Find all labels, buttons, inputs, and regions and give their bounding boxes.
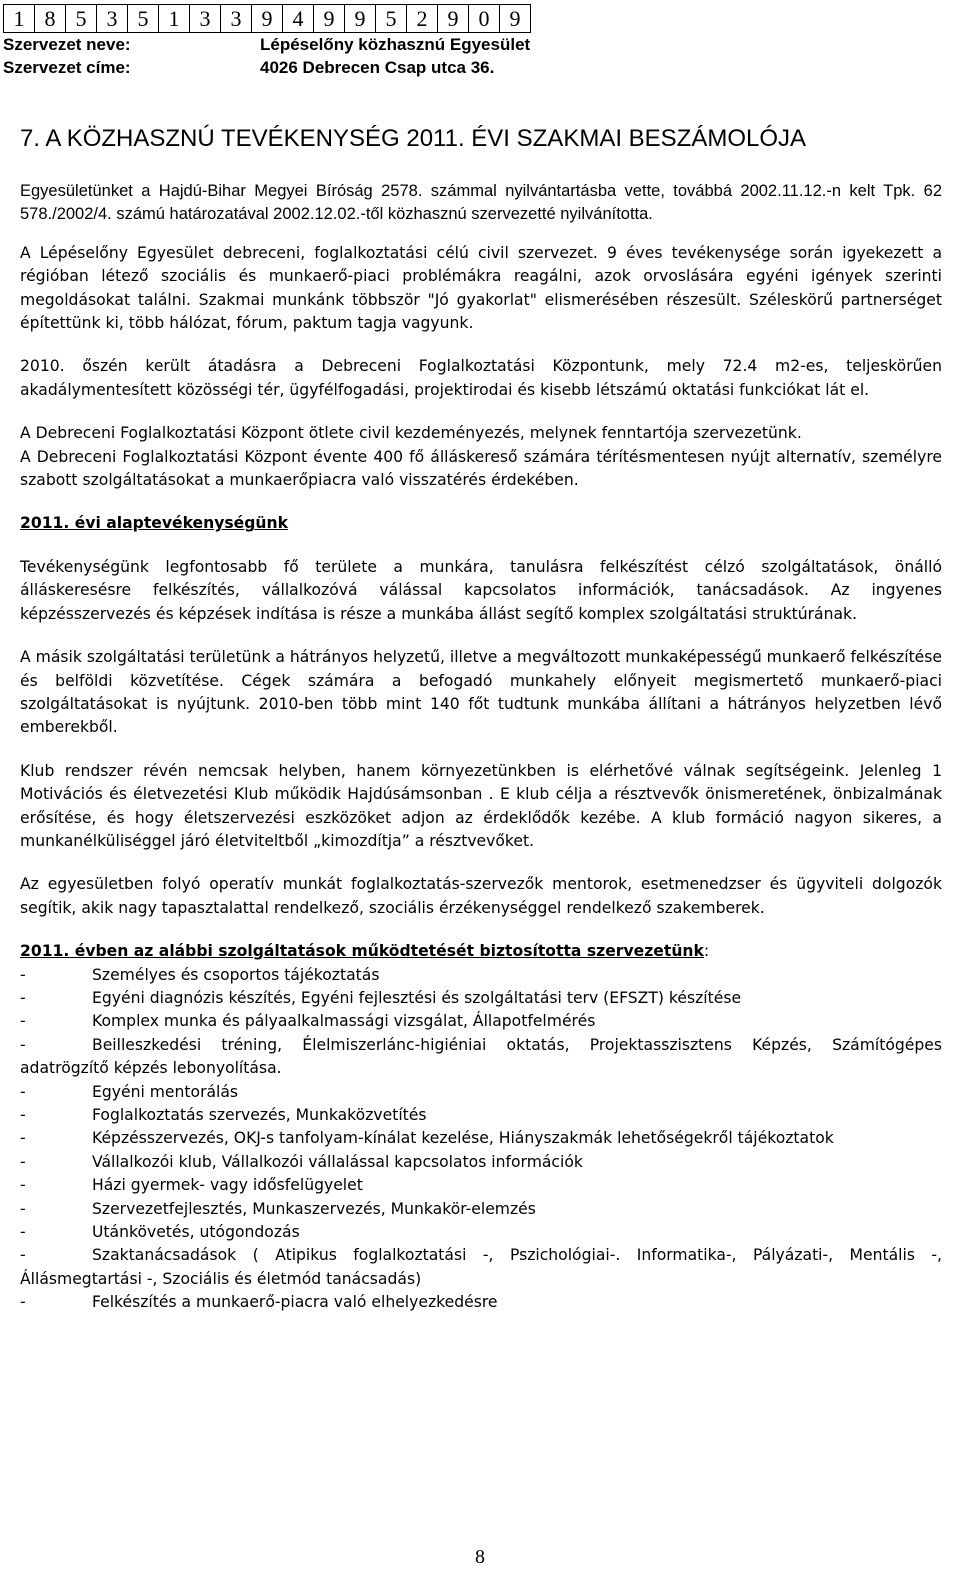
list-item-text: Komplex munka és pályaalkalmassági vizsgálat, Állapotfelmérés [92,1012,596,1031]
list-item-text: Foglalkoztatás szervezés, Munkaközvetítés [92,1106,427,1124]
list-item [20,1010,942,1033]
id-digit: 0 [469,5,500,33]
list-item-text: Felkészítés a munkaerő-piacra való elhelyezkedésre [92,1293,498,1312]
list-item-text: Egyéni mentorálás [92,1082,239,1101]
list-item-text: Egyéni diagnózis készítés, Egyéni fejlesztési és szolgáltatási terv (EFSZT) készítése [92,988,742,1007]
list-dash: - [20,1246,26,1265]
section-heading-services [20,940,942,963]
org-address-label: Szervezet címe: [3,58,131,77]
id-digit: 9 [345,5,376,33]
list-item-text: Utánkövetés, utógondozás [92,1223,300,1242]
list-item [20,1034,942,1081]
list-dash: - [20,1035,26,1054]
id-digit: 9 [500,5,531,33]
page-title: 7. A KÖZHASZNÚ TEVÉKENYSÉG 2011. ÉVI SZAKMAI BESZÁMOLÓJA [20,125,807,152]
id-digit: 1 [159,5,190,33]
list-dash: - [20,988,26,1007]
org-address-row [3,57,494,79]
page-number: 8 [475,1546,485,1568]
paragraph-center: 2010. őszén került átadásra a Debreceni Foglalkoztatási Központunk, mely 72.4 m2-es, teljeskörűen akadálymentesített közösségi tér, ügyfélfogadási, projektirodai és kisebb létszámú oktatási funkciókat lát el. [20,357,942,399]
id-digit: 2 [407,5,438,33]
list-item-text: Vállalkozói klub, Vállalkozói vállalással kapcsolatos információk [92,1152,583,1171]
id-digit: 9 [314,5,345,33]
list-item [20,1104,942,1127]
list-dash: - [20,1176,26,1195]
paragraph-center-idea: A Debreceni Foglalkoztatási Központ ötlete civil kezdeményezés, melynek fenntartója szervezetünk. [20,424,802,443]
list-item [20,1151,942,1174]
paragraph-about: A Lépéselőny Egyesület debreceni, foglalkoztatási célú civil szervezet. 9 éves tevékenysége során igyekezett a régióban létező szociális és munkaerő-piaci problémákra reagálni, azok orvoslására egyéni igények szerinti megoldásokat találni. Szakmai munkánk többször "Jó gyakorlat" elismerésében részesült. Széleskörű partnerséget építettünk ki, több hálózat, fórum, paktum tagja vagyunk. [20,243,942,333]
list-dash: - [20,1106,26,1124]
paragraph-staff: Az egyesületben folyó operatív munkát foglalkoztatás-szervezők mentorok, esetmenedzser és ügyviteli dolgozók segítik, akik nagy tapasztalattal rendelkező, szociális érzékenységgel rendelkező szakemberek. [20,875,942,917]
id-digit: 5 [128,5,159,33]
list-item-text: Szervezetfejlesztés, Munkaszervezés, Munkakör-elemzés [92,1199,536,1218]
list-dash: - [20,1082,26,1101]
list-item-text: Szaktanácsadások ( Atipikus foglalkoztatási -, Pszichológiai-. Informatika-, Pályázati-, Mentális -, Állásmegtartási -, Szociális és életmód tanácsadás) [20,1246,942,1288]
report-body [20,180,942,1315]
list-item [20,987,942,1010]
paragraph-second-area: A másik szolgáltatási területünk a hátrányos helyzetű, illetve a megváltozott munkaképességű munkaerő felkészítése és belföldi közvetítése. Cégek számára a befogadó munkahely előnyeit megismertető munkaerő-piaci szolgáltatásokat is nyújtunk. 2010-ben több mint 140 főt tudtunk munkába állítani a hátrányos helyzetben lévő emberekből. [20,648,942,737]
list-item-text: Képzésszervezés, OKJ-s tanfolyam-kínálat kezelése, Hiányszakmák lehetőségekről tájékoztatok [92,1129,834,1148]
paragraph-center-services: A Debreceni Foglalkoztatási Központ évente 400 fő álláskereső számára térítésmentesen nyújt alternatív, személyre szabott szolgáltatásokat a munkaerőpiacra való visszatérés érdekében. [20,447,942,490]
id-digit: 8 [35,5,66,33]
paragraph-registration: Egyesületünket a Hajdú-Bihar Megyei Bíróság 2578. számmal nyilvántartásba vette, továbbá 2002.11.12.-n kelt Tpk. 62 578./2002/4. számú határozatával 2002.12.02.-től közhasznú szervezetté nyilvánította. [20,182,942,224]
list-dash: - [20,1012,26,1031]
list-dash: - [20,1223,26,1242]
list-dash: - [20,1293,26,1312]
list-item [20,1127,942,1150]
id-digit: 5 [66,5,97,33]
list-item-text: Házi gyermek- vagy idősfelügyelet [92,1176,363,1195]
list-dash: - [20,965,26,984]
list-item [20,1081,942,1104]
org-address-value: 4026 Debrecen Csap utca 36. [260,58,495,77]
id-digit: 4 [283,5,314,33]
list-dash: - [20,1152,26,1171]
id-digit: 5 [376,5,407,33]
org-name-value: Lépéselőny közhasznú Egyesület [260,35,531,54]
id-digit: 3 [190,5,221,33]
paragraph-club: Klub rendszer révén nemcsak helyben, hanem környezetünkben is elérhetővé válnak segítségeink. Jelenleg 1 Motivációs és életvezetési Klub működik Hajdúsámsonban . E klub célja a résztvevők önismeretének, önbizalmának erősítése, és hogy életszervezési eszközöket adjon az érdeklődők kezébe. A klub formáció nagyon sikeres, a munkanélküliséggel járó életviteltből „kimozdítja” a résztvevőket. [20,761,942,850]
section-heading-core [20,512,942,535]
list-item [20,1291,942,1314]
list-item [20,1198,942,1221]
services-list [20,964,942,1315]
section-heading-core-text: 2011. évi alaptevékenységünk [20,514,288,533]
org-name-row [3,34,530,56]
list-item [20,1221,942,1244]
list-item [20,1244,942,1291]
section-heading-services-text: 2011. évben az alábbi szolgáltatások működtetését biztosította szervezetünk [20,942,704,961]
id-digit: 9 [438,5,469,33]
id-digit: 9 [252,5,283,33]
list-dash: - [20,1129,26,1148]
list-item [20,964,942,987]
list-item-text: Beilleszkedési tréning, Élelmiszerlánc-higiéniai oktatás, Projektasszisztens Képzés, Számítógépes adatrögzítő képzés lebonyolítása. [20,1035,942,1078]
id-digit: 1 [4,5,35,33]
org-name-label: Szervezet neve: [3,35,131,54]
section-heading-services-colon: : [703,942,710,961]
paragraph-main-area: Tevékenységünk legfontosabb fő területe a munkára, tanulásra felkészítést célzó szolgáltatások, önálló álláskeresésre felkészítés, vállalkozóvá válással kapcsolatos információk, tanácsadások. Az ingyenes képzésszervezés és képzések indítása is része a munkába állást segítő komplex szolgáltatási struktúrának. [20,557,942,623]
list-item [20,1174,942,1197]
id-digit: 3 [97,5,128,33]
tax-id-table [3,4,531,33]
list-item-text: Személyes és csoportos tájékoztatás [92,965,380,984]
list-dash: - [20,1199,26,1218]
id-digit: 3 [221,5,252,33]
